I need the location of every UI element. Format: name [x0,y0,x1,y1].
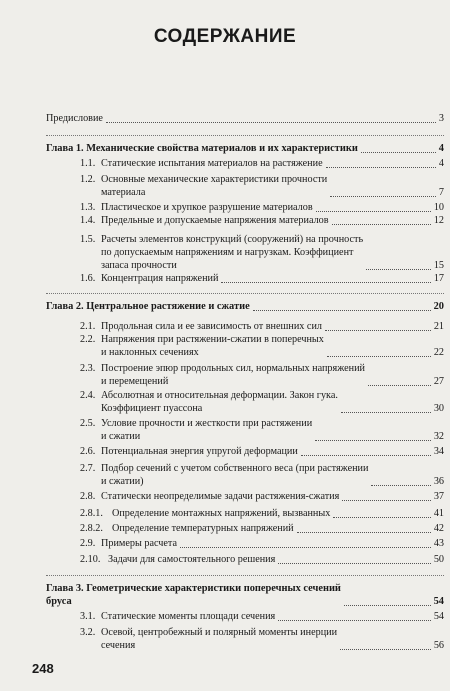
toc-page-number: 32 [433,431,444,442]
toc-entry-title [101,173,327,199]
toc-entry-title [101,462,368,488]
toc-page-number: 4 [438,158,444,169]
toc-entry-title-line: сечения [101,640,136,651]
toc-dot-leader [316,211,431,212]
toc-entry-title-line: бруса [46,596,72,607]
toc-page-number: 17 [433,273,444,284]
toc-entry-title-line: Пластическое и хрупкое разрушение материалов [101,202,313,213]
toc-entry-title-line: Расчеты элементов конструкций (сооружений) на прочность [101,234,364,245]
toc-entry-title-line: материала [101,187,146,198]
toc-entry-number: 2.6. [80,446,96,457]
toc-page-number: 56 [433,640,444,651]
toc-entry-title [101,610,275,623]
toc-dot-leader [366,269,431,270]
toc-entry-title-line: Основные механические характеристики прочности [101,174,328,185]
toc-entry-title-line: Абсолютная и относительная деформации. Закон гука. [101,390,338,401]
toc-entry-number: 1.4. [80,215,96,226]
toc-entry-title [101,214,329,227]
toc-dot-leader [361,152,436,153]
toc-dot-leader [341,412,431,413]
toc-entry-number: 2.1. [80,321,96,332]
toc-entry-title [101,362,365,388]
toc-entry-title-line: Статически неопределимые задачи растяжения-сжатия [101,491,340,502]
toc-entry-number: 2.5. [80,418,96,429]
toc-page-number: 54 [433,611,444,622]
toc-dot-leader [315,440,431,441]
toc-entry-title [101,490,339,503]
toc-entry-title-line: и сжатии [101,431,141,442]
toc-entry-number: 2.8.1. [80,508,103,519]
toc-page-number: 41 [433,508,444,519]
toc-entry-title-line: Концентрация напряжений [101,273,219,284]
toc-entry-number: 1.6. [80,273,96,284]
toc-entry-title-line: Построение эпюр продольных сил, нормальных напряжений [101,363,365,374]
toc-entry-title-line: Определение монтажных напряжений, вызванных [112,508,331,519]
toc-entry-number: 2.2. [80,334,96,345]
toc-entry-number: 2.9. [80,538,96,549]
toc-entry-number: 2.4. [80,390,96,401]
toc-entry-title-line: Глава 3. Геометрические характеристики поперечных сечений [46,583,341,594]
page-number: 248 [32,661,54,676]
toc-entry-title-line: Условие прочности и жесткости при растяжении [101,418,313,429]
toc-page-number: 4 [438,143,444,154]
toc-dot-leader [253,310,431,311]
toc-entry-title [112,507,330,520]
toc-dot-leader [368,385,431,386]
toc-entry-number: 2.8. [80,491,96,502]
toc-entry-title-line: Примеры расчета [101,538,178,549]
toc-entry-title [101,445,298,458]
toc-entry-title [101,157,323,170]
toc-entry-title [112,522,294,535]
toc-page-number: 36 [433,476,444,487]
toc-entry-title-line: Потенциальная энергия упругой деформации [101,446,298,457]
toc-dot-leader [106,122,436,123]
toc-entry-title [101,272,218,285]
page-title: СОДЕРЖАНИЕ [153,26,297,47]
toc-entry-number: 3.1. [80,611,96,622]
toc-dot-leader [330,196,436,197]
toc-entry-title [101,626,337,652]
toc-page-number: 3 [438,113,444,124]
toc-page-number: 15 [433,260,444,271]
toc-entry-title-line: запаса прочности [101,260,177,271]
toc-entry-title-line: Напряжения при растяжении-сжатии в поперечных [101,334,324,345]
toc-page-number: 34 [433,446,444,457]
section-divider [46,293,444,294]
toc-dot-leader [342,500,431,501]
toc-dot-leader [301,455,431,456]
toc-page-number: 22 [433,347,444,358]
toc-entry-title-line: Статические моменты площади сечения [101,611,276,622]
toc-entry-number: 1.2. [80,174,96,185]
section-divider [46,135,444,136]
toc-entry-number: 2.8.2. [80,523,103,534]
toc-dot-leader [332,224,431,225]
toc-entry-number: 3.2. [80,627,96,638]
toc-page-number: 27 [433,376,444,387]
toc-dot-leader [371,485,430,486]
toc-dot-leader [340,649,431,650]
toc-entry-number: 1.1. [80,158,96,169]
toc-entry-title [46,582,341,608]
toc-entry-number: 1.5. [80,234,96,245]
toc-entry-title [101,320,322,333]
toc-entry-title [101,201,313,214]
toc-entry-title-line: Предисловие [46,113,103,124]
toc-dot-leader [333,517,431,518]
toc-entry-title [46,142,358,155]
toc-entry-title-line: и наклонных сечениях [101,347,199,358]
toc-entry-title-line: Предельные и допускаемые напряжения материалов [101,215,329,226]
toc-entry-number: 2.10. [80,554,101,565]
toc-dot-leader [326,167,436,168]
toc-entry-title [101,333,324,359]
section-divider [46,575,444,576]
toc-entry-number: 2.7. [80,463,96,474]
toc-page-number: 12 [433,215,444,226]
toc-dot-leader [278,563,430,564]
toc-dot-leader [297,532,431,533]
toc-page-number: 20 [433,301,444,312]
toc-entry-title-line: Осевой, центробежный и полярный моменты инерции [101,627,338,638]
toc-entry-number: 2.3. [80,363,96,374]
toc-entry-title [101,537,177,550]
toc-entry-title-line: по допускаемым напряжениям и нагрузкам. Коэффициент [101,247,354,258]
toc-entry-title [46,112,103,125]
toc-entry-title-line: Определение температурных напряжений [112,523,294,534]
toc-dot-leader [325,330,431,331]
toc-entry-title-line: и сжатии) [101,476,144,487]
toc-page-number: 30 [433,403,444,414]
toc-entry-title-line: Подбор сечений с учетом собственного веса (при растяжении [101,463,369,474]
toc-dot-leader [221,282,430,283]
toc-dot-leader [344,605,431,606]
toc-entry-title [101,233,363,272]
toc-dot-leader [327,356,431,357]
toc-dot-leader [180,547,431,548]
toc-page-number: 42 [433,523,444,534]
toc-page-number: 50 [433,554,444,565]
toc-entry-title-line: Глава 2. Центральное растяжение и сжатие [46,301,250,312]
toc-page-number: 43 [433,538,444,549]
toc-entry-title-line: Продольная сила и ее зависимость от внешних сил [101,321,322,332]
toc-entry-title [46,300,250,313]
toc-entry-number: 1.3. [80,202,96,213]
toc-page-number: 54 [433,596,444,607]
toc-entry-title [101,417,312,443]
toc-entry-title-line: Статические испытания материалов на растяжение [101,158,323,169]
toc-entry-title [108,553,275,566]
toc-dot-leader [278,620,431,621]
toc-entry-title-line: Коэффициент пуассона [101,403,203,414]
toc-page-number: 10 [433,202,444,213]
toc-entry-title [101,389,338,415]
toc-page-number: 37 [433,491,444,502]
toc-entry-title-line: Глава 1. Механические свойства материалов и их характеристики [46,143,358,154]
toc-page-number: 7 [438,187,444,198]
toc-page-number: 21 [433,321,444,332]
toc-entry-title-line: Задачи для самостоятельного решения [108,554,276,565]
toc-entry-title-line: и перемещений [101,376,169,387]
